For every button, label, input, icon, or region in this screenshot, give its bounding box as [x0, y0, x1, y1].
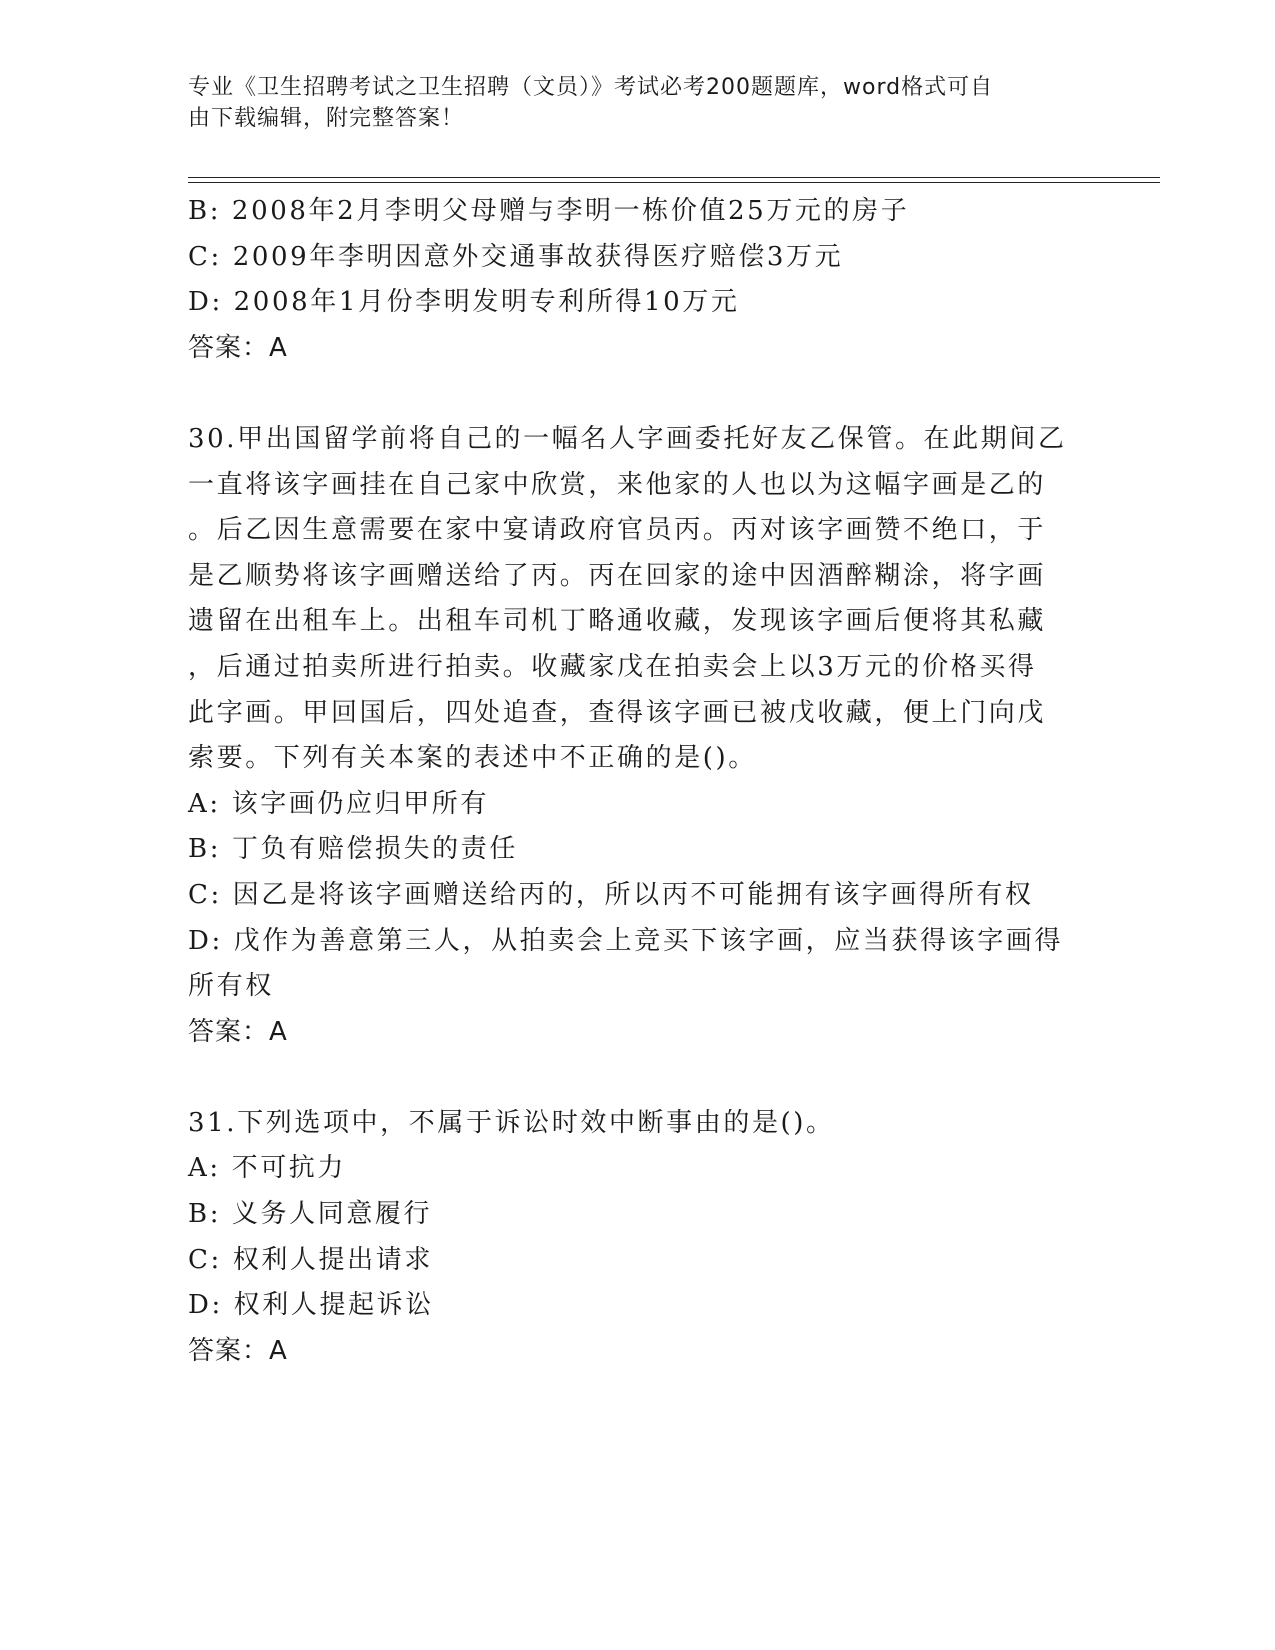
q30-stem-line: 是乙顺势将该字画赠送给了丙。丙在回家的途中因酒醉糊涂，将字画	[188, 560, 1047, 591]
question-31	[188, 1101, 1088, 1375]
q31-option-a: A: 不可抗力	[188, 1153, 347, 1184]
q30-stem-line: 此字画。甲回国后，四处追查，查得该字画已被戊收藏，便上门向戊	[188, 697, 1047, 728]
header-divider-top	[188, 177, 1160, 178]
spacer	[188, 1055, 1088, 1101]
q30-answer: 答案：A	[188, 1016, 288, 1047]
q29-option-d: D: 2008年1月份李明发明专利所得10万元	[188, 287, 740, 318]
q30-stem-line: ，后通过拍卖所进行拍卖。收藏家戊在拍卖会上以3万元的价格买得	[188, 651, 1037, 682]
q30-option-d-continued: 所有权	[188, 971, 274, 1002]
document-header	[188, 72, 1088, 134]
q29-option-b: B: 2008年2月李明父母赠与李明一栋价值25万元的房子	[188, 196, 910, 226]
header-line-2: 由下载编辑，附完整答案！	[188, 106, 465, 131]
q30-stem-line: 索要。下列有关本案的表述中不正确的是()。	[188, 743, 757, 774]
question-29-tail	[188, 189, 1088, 371]
question-30	[188, 417, 1088, 1055]
q30-stem-line: 遗留在出租车上。出租车司机丁略通收藏，发现该字画后便将其私藏	[188, 606, 1047, 637]
header-divider-bottom	[188, 182, 1160, 183]
q30-option-c: C: 因乙是将该字画赠送给丙的，所以丙不可能拥有该字画得所有权	[188, 879, 1034, 910]
q29-option-c: C: 2009年李明因意外交通事故获得医疗赔偿3万元	[188, 241, 844, 272]
q30-option-a: A: 该字画仍应归甲所有	[188, 788, 490, 819]
q30-stem-line: 。后乙因生意需要在家中宴请政府官员丙。丙对该字画赞不绝口，于	[188, 515, 1047, 546]
q31-stem: 31.下列选项中，不属于诉讼时效中断事由的是()。	[188, 1107, 835, 1138]
q31-option-b: B: 义务人同意履行	[188, 1199, 433, 1230]
q30-stem-line: 30.甲出国留学前将自己的一幅名人字画委托好友乙保管。在此期间乙	[188, 423, 1067, 454]
q31-option-c: C: 权利人提出请求	[188, 1244, 433, 1275]
q31-option-d: D: 权利人提起诉讼	[188, 1290, 434, 1321]
q29-answer: 答案：A	[188, 332, 288, 363]
q31-answer: 答案：A	[188, 1335, 288, 1366]
document-body	[188, 189, 1088, 1374]
q30-option-d: D: 戊作为善意第三人，从拍卖会上竞买下该字画，应当获得该字画得	[188, 925, 1064, 956]
q30-stem-line: 一直将该字画挂在自己家中欣赏，来他家的人也以为这幅字画是乙的	[188, 469, 1047, 500]
q30-option-b: B: 丁负有赔偿损失的责任	[188, 834, 518, 865]
header-line-1: 专业《卫生招聘考试之卫生招聘（文员）》考试必考200题题库，word格式可自	[188, 75, 994, 100]
spacer	[188, 371, 1088, 417]
